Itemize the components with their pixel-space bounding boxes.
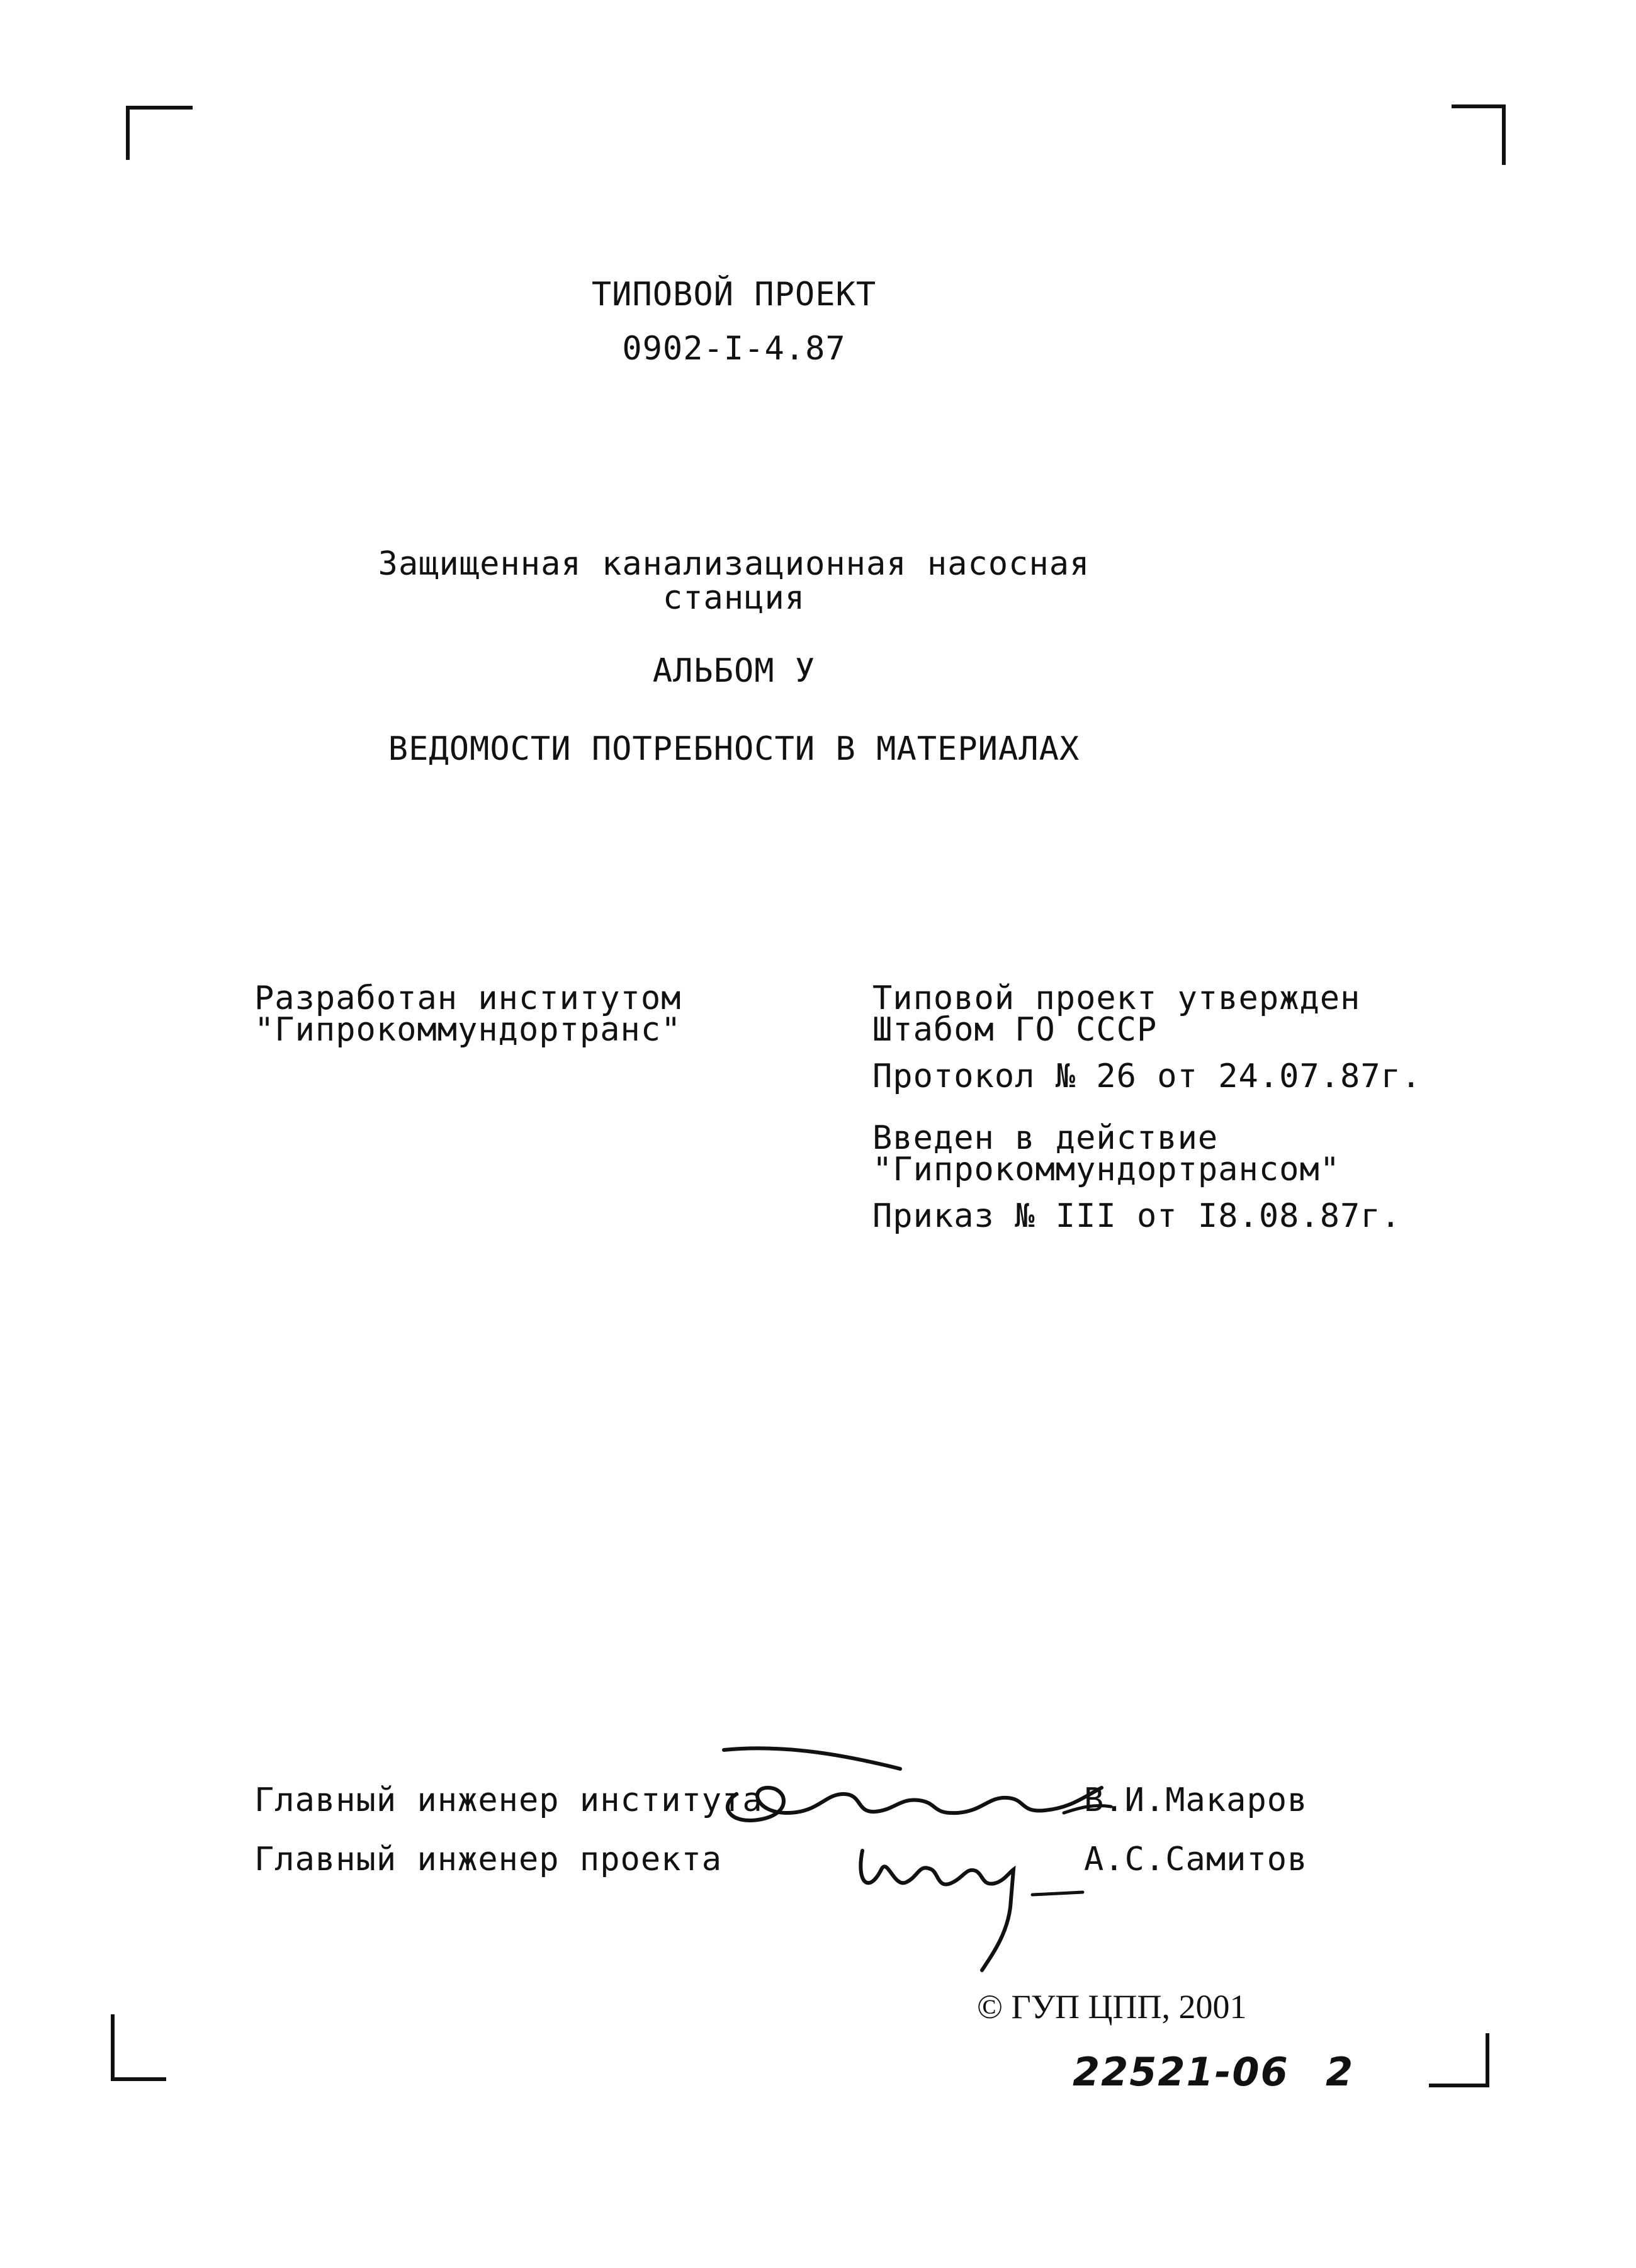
copyright-notice: © ГУП ЦПП, 2001	[977, 1988, 1247, 2026]
document-title: ВЕДОМОСТИ ПОТРЕБНОСТИ В МАТЕРИАЛАХ	[388, 730, 1080, 768]
signatory-name-1: В.И.Макаров	[1084, 1781, 1308, 1819]
document-type-title: ТИПОВОЙ ПРОЕКТ	[591, 276, 877, 313]
handwritten-signature-1	[711, 1744, 1114, 1838]
approval-line-2: Штабом ГО СССР	[872, 1011, 1158, 1049]
approval-protocol: Протокол № 26 от 24.07.87г.	[872, 1058, 1422, 1095]
archive-number: 22521-06	[1073, 2049, 1289, 2095]
approval-line-1: Типовой проект утвержден	[872, 979, 1361, 1017]
enacted-line-1: Введен в действие	[872, 1119, 1219, 1157]
corner-mark-bottom-left	[111, 2014, 166, 2081]
developer-line-2: "Гипрокоммундортранс"	[254, 1011, 682, 1049]
enacted-order: Приказ № III от I8.08.87г.	[872, 1197, 1401, 1235]
signatory-role-1: Главный инженер института	[254, 1781, 763, 1819]
corner-mark-bottom-right	[1429, 2033, 1489, 2087]
handwritten-signature-2	[843, 1825, 1095, 1977]
project-code: 0902-I-4.87	[622, 330, 846, 368]
page-number: 2	[1326, 2049, 1354, 2095]
signatory-name-2: А.С.Самитов	[1084, 1841, 1308, 1878]
corner-mark-top-left	[126, 106, 193, 160]
project-name-line-2: станция	[662, 579, 806, 617]
album-label: АЛЬБОМ У	[652, 652, 816, 690]
enacted-line-2: "Гипрокоммундортрансом"	[872, 1151, 1341, 1188]
signatory-role-2: Главный инженер проекта	[254, 1841, 723, 1878]
developer-line-1: Разработан институтом	[254, 979, 682, 1017]
project-name-line-1: Защищенная канализационная насосная	[378, 545, 1090, 583]
corner-mark-top-right	[1452, 104, 1506, 165]
